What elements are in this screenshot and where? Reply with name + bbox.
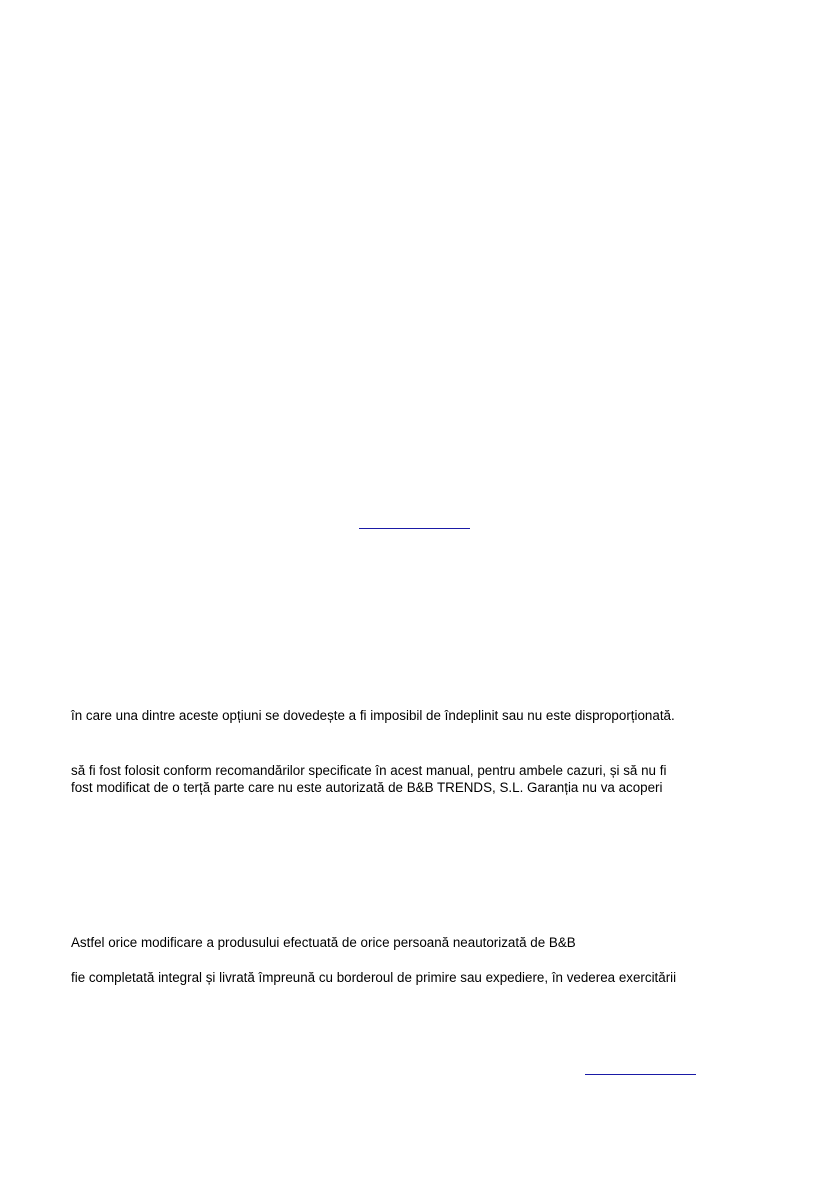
link-underline-rule bbox=[585, 1074, 696, 1075]
link-underline-rule bbox=[359, 528, 470, 529]
text-line: în care una dintre aceste opțiuni se dovedește a fi imposibil de îndeplinit sau nu este disproporționată. bbox=[71, 708, 675, 723]
text-line: să fi fost folosit conform recomandărilor specificate în acest manual, pentru ambele cazuri, și să nu fi bbox=[71, 763, 667, 778]
text-line: fost modificat de o terță parte care nu este autorizată de B&B TRENDS, S.L. Garanția nu va acoperi bbox=[71, 780, 663, 795]
text-line: Astfel orice modificare a produsului efectuată de orice persoană neautorizată de B&B bbox=[71, 935, 576, 950]
text-line: fie completată integral și livrată împreună cu borderoul de primire sau expediere, în vederea exercitării bbox=[71, 970, 677, 985]
